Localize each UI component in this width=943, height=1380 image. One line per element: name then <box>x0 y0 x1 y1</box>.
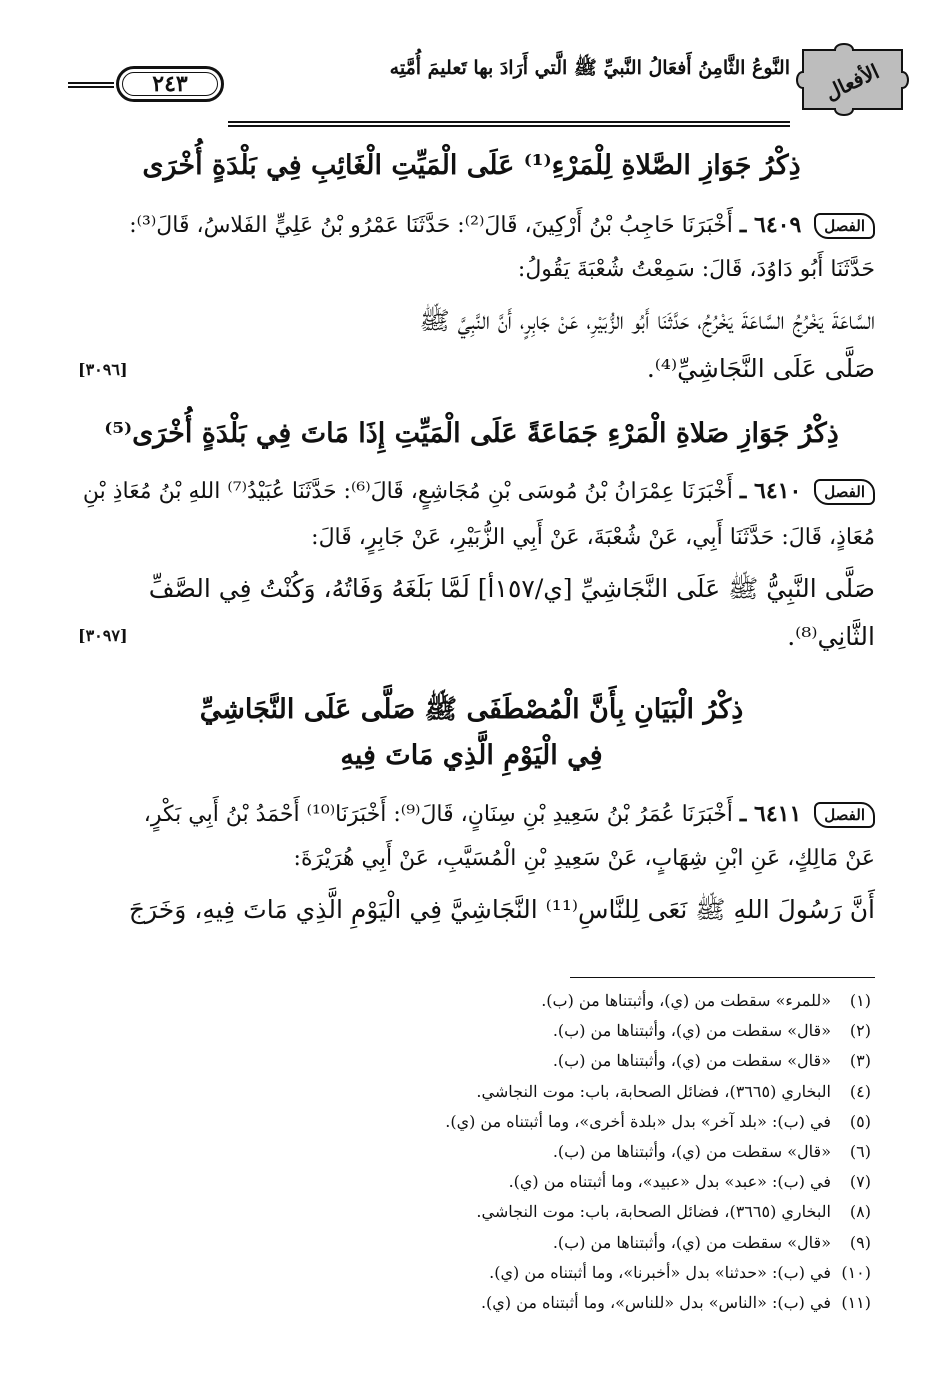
page-number-text: ٢٤٣ <box>152 71 188 97</box>
page-number <box>116 66 224 102</box>
footnote-text: في (ب): «عبد» بدل «عبيد»، وما أثبتناه من (ي). <box>508 1172 831 1192</box>
isnad-line <box>72 474 875 509</box>
footnote-text: «قال» سقطت من (ي)، وأثبتناها من (ب). <box>552 1232 831 1252</box>
hadith-number: ٦٤٠٩ ـ <box>739 212 802 238</box>
footnote-text: البخاري (٣٦٦٥)، فضائل الصحابة، باب: موت النجاشي. <box>476 1202 831 1222</box>
footnote <box>481 1292 871 1314</box>
matn-line: السَّاعَةَ يَخْرُجُ السَّاعَةَ يَخْرُجُ، حَدَّثَنَا أَبُو الزُّبَيْرِ، عَنْ جَابِرٍ، أَنَّ النَّبِيَّ ﷺ <box>419 306 875 335</box>
fasl-badge: الفصل <box>814 802 875 828</box>
matn-line: أَنَّ رَسُولَ اللهِ ﷺ نَعَى لِلنَّاسِ⁽¹¹⁾ النَّجَاشِيَّ فِي الْيَوْمِ الَّذِي مَاتَ فِيهِ، وَخَرَجَ <box>128 895 875 924</box>
section-heading: ذِكْرُ الْبَيَانِ بِأَنَّ الْمُصْطَفَى ﷺ صَلَّى عَلَى النَّجَاشِيِّ <box>199 694 744 725</box>
fasl-badge: الفصل <box>814 479 875 505</box>
matn-line: صَلَّى النَّبِيُّ ﷺ عَلَى النَّجَاشِيِّ [ي/١٥٧أ] لَمَّا بَلَغَهُ وَفَاتُهُ، وَكُنْتُ فِي الصَّفِّ <box>148 574 875 603</box>
isnad-text: أَخْبَرَنَا حَاجِبُ بْنُ أَرْكِينَ، قَالَ⁽²⁾: حَدَّثَنَا عَمْرُو بْنُ عَلِيٍّ الفَلاسُ، قَالَ⁽³⁾: <box>129 213 733 238</box>
footnote-text: في (ب): «الناس» بدل «للناس»، وما أثبتناه من (ي). <box>480 1293 831 1312</box>
section-heading: ذِكْرُ جَوَازِ الصَّلاةِ لِلْمَرْءِ⁽¹⁾ عَلَى الْمَيِّتِ الْغَائِبِ فِي بَلْدَةٍ أُخْرَى <box>142 150 801 181</box>
footnote-number: (٨) <box>849 1202 871 1222</box>
running-title: النَّوعُ الثَّامِنُ أَفعَالُ النَّبيِّ ﷺ الَّتي أَرَادَ بها تَعليمَ أُمَّتِه <box>389 57 790 79</box>
isnad-line: عَنْ مَالِكٍ، عَنِ ابْنِ شِهَابٍ، عَنْ سَعِيدِ بْنِ الْمُسَيَّبِ، عَنْ أَبِي هُرَيْرَةَ: <box>293 846 875 871</box>
puzzle-label: الأفعال <box>821 59 883 105</box>
footnote-number: (٩) <box>849 1232 871 1252</box>
footnote-number: (٤) <box>849 1081 871 1101</box>
footnote <box>489 1262 871 1284</box>
hadith-reference: [٣٠٩٧] <box>78 626 128 645</box>
isnad-line <box>72 797 875 832</box>
footnote-text: «قال» سقطت من (ي)، وأثبتناها من (ب). <box>552 1021 831 1041</box>
footnote-text: في (ب): «حدثنا» بدل «أخبرنا»، وما أثبتناه من (ي). <box>489 1262 831 1282</box>
section-heading-continued: فِي الْيَوْمِ الَّذِي مَاتَ فِيهِ <box>340 740 603 771</box>
fasl-badge: الفصل <box>814 213 875 239</box>
footnote-number: (٧) <box>849 1172 871 1192</box>
footnote-text: «للمرء» سقطت من (ي)، وأثبتناها من (ب). <box>541 991 831 1010</box>
footnote-text: «قال» سقطت من (ي)، وأثبتناها من (ب). <box>552 1051 831 1071</box>
footnote <box>445 1111 871 1133</box>
footnote-text: في (ب): «بلد آخر» بدل «بلدة أخرى»، وما أثبتناه من (ي). <box>445 1111 831 1131</box>
footnote <box>553 1050 871 1072</box>
isnad-text: أَخْبَرَنَا عِمْرَانُ بْنُ مُوسَى بْنِ مُجَاشِعٍ، قَالَ⁽⁶⁾: حَدَّثَنَا عُبَيْدُ⁽⁷⁾ اللهِ بْنُ مُعَاذِ بْنِ <box>82 479 733 504</box>
matn-line: الثَّانِي⁽⁸⁾. <box>787 622 875 651</box>
footnote <box>553 1020 871 1042</box>
footnote-separator <box>570 977 875 978</box>
footnote <box>476 1201 871 1223</box>
hadith-number: ٦٤١١ ـ <box>739 801 802 827</box>
puzzle-piece-icon <box>795 42 910 117</box>
footnote <box>553 1141 871 1163</box>
header-rule <box>228 121 790 127</box>
footnote-number: (٣) <box>849 1051 871 1071</box>
hadith-reference: [٣٠٩٦] <box>78 360 128 379</box>
footnote-number: (٢) <box>849 1021 871 1041</box>
hadith-number: ٦٤١٠ ـ <box>739 478 802 504</box>
footnote <box>553 1232 871 1254</box>
isnad-line <box>72 208 875 243</box>
header-rule-left <box>68 82 114 88</box>
footnote-number: (١١) <box>841 1293 871 1312</box>
footnote <box>541 990 871 1012</box>
footnote-number: (٥) <box>849 1111 871 1131</box>
footnote-text: «قال» سقطت من (ي)، وأثبتناها من (ب). <box>552 1142 831 1161</box>
footnote-text: البخاري (٣٦٦٥)، فضائل الصحابة، باب: موت النجاشي. <box>476 1081 831 1101</box>
isnad-line: مُعَاذٍ، قَالَ: حَدَّثَنَا أَبِي، عَنْ شُعْبَةَ، عَنْ أَبِي الزُّبَيْرِ، عَنْ جَابِرٍ، قَالَ: <box>311 525 875 550</box>
section-heading: ذِكْرُ جَوَازِ صَلاةِ الْمَرْءِ جَمَاعَةً عَلَى الْمَيِّتِ إِذَا مَاتَ فِي بَلْدَةٍ أُخْرَى⁽⁵⁾ <box>104 418 839 449</box>
isnad-line: حَدَّثَنَا أَبُو دَاوُدَ، قَالَ: سَمِعْتُ شُعْبَةَ يَقُولُ: <box>517 257 875 282</box>
footnote-number: (١) <box>849 991 871 1010</box>
footnote <box>509 1171 871 1193</box>
footnote-number: (١٠) <box>841 1262 871 1282</box>
isnad-text: أَخْبَرَنَا عُمَرُ بْنُ سَعِيدِ بْنِ سِنَانٍ، قَالَ⁽⁹⁾: أَخْبَرَنَا⁽¹⁰⁾ أَحْمَدُ بْنُ أَبِي بَكْرٍ، <box>143 802 733 827</box>
matn-line: صَلَّى عَلَى النَّجَاشِيِّ⁽⁴⁾. <box>646 354 875 383</box>
footnote-number: (٦) <box>849 1142 871 1161</box>
footnote <box>476 1081 871 1103</box>
page-header <box>68 42 910 122</box>
